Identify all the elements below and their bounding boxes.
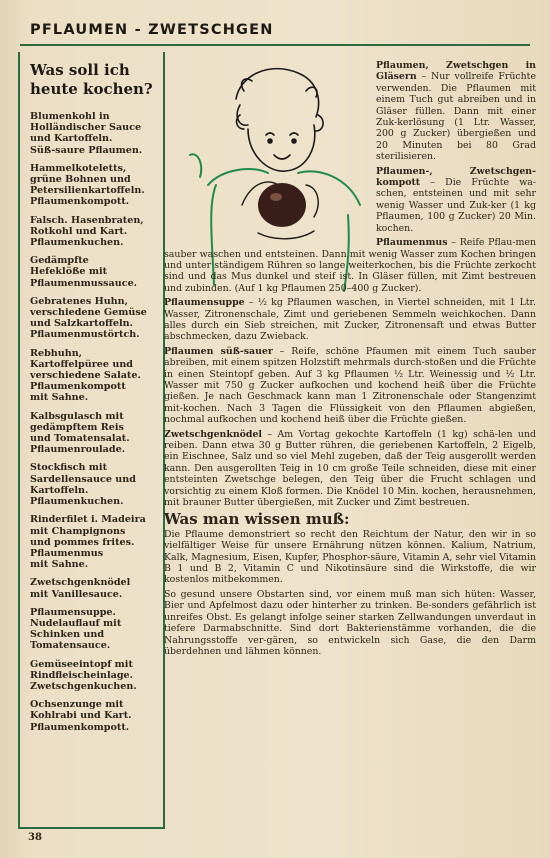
info-paragraph: Die Pflaume demonstriert so recht den Reichtum der Natur, den wir in so vielfältiger Weise für unsere Ernährung nützen können. Kalium, Natrium, Kalk, Magnesium, Eisen, Kupfer, Phosphor-säure, Vitamin A, sehr viel Vitamin B 1 und B 2, Vitamin C und Nikotinsäure sind die Wirkstoffe, die wir kostenlos mitbekommen. bbox=[164, 528, 536, 586]
recipe-column bbox=[164, 60, 536, 660]
page-number: 38 bbox=[28, 832, 42, 843]
menu-item: Pflaumensuppe. Nudelauflauf mit Schinken und Tomatensauce. bbox=[30, 606, 122, 652]
recipe-entry: Pflaumen, Zwetschgen in Gläsern – Nur vollreife Früchte verwenden. Die Pflaumen mit einem Tuch gut abreiben und in Gläser füllen. Dann mit einer Zuk-kerlösung (1 Ltr. Wasser, 200 g Zucker) übergießen und 20 Minuten bei 80 Grad sterilisieren. bbox=[376, 60, 536, 163]
recipe-entry: Pflaumen süß-sauer – Reife, schöne Pfaumen mit einem Tuch sauber abreiben, mit einem spitzen Holzstift mehrmals durch-stoßen und die Früchte in einen Steintopf geben. Auf 3 kg Pflaumen ½ Ltr. Weinessig und ½ Ltr. Wasser mit 750 g Zucker aufkochen und kochend heiß über die Früchte gießen. Je nach Geschmack kann man 1 Zitronenschale oder Stangenzimt mit-kochen. Nach 3 Tagen die Flüssigkeit von den Pflaumen abgießen, nochmal aufkochen und kochend heiß über die Früchte gießen. bbox=[164, 345, 536, 426]
sidebar-title: Was soll ich heute kochen? bbox=[30, 61, 153, 98]
recipe-entry: Pflaumenmus – Reife Pflau-men sauber waschen und entsteinen. Dann mit wenig Wasser zum Kochen bringen und unter ständigem Rühren so lange weiterkochen, bis die Früchte zerkocht sind und das Mus dunkel und steif ist. In Gläser füllen, mit Zimt bestreuen und zubinden. (Auf 1 kg Pflaumen 250–400 g Zucker). bbox=[164, 237, 536, 294]
header-rule bbox=[20, 44, 530, 46]
menu-item: Stockfisch mit Sardellensauce und Kartoffeln. Pflaumenkuchen. bbox=[30, 462, 136, 508]
recipe-entry: Pflaumen-, Zwetschgen-kompott – Die Früchte wa-schen, entsteinen und mit sehr wenig Wasser und Zuk-ker (1 kg Pflaumen, 100 g Zucker) 20 Min. kochen. bbox=[376, 165, 536, 234]
menu-item: Rinderfilet i. Madeira mit Champignons und pommes frites. Pflaumenmus mit Sahne. bbox=[30, 514, 146, 571]
recipe-entry: Pflaumensuppe – ½ kg Pflaumen waschen, in Viertel schneiden, mit 1 Ltr. Wasser, Zitronenschale, Zimt und geriebenen Semmeln weichkochen. Dann alles durch ein Sieb streichen, mit Zucker, Zitronensaft und etwas Butter abschmecken, dazu Zwieback. bbox=[164, 297, 536, 343]
menu-item: Gebratenes Huhn, verschiedene Gemüse und Salzkartoffeln. Pflaumenmustörtch. bbox=[30, 295, 147, 341]
menu-item: Blumenkohl in Holländischer Sauce und Kartoffeln. Süß-saure Pflaumen. bbox=[30, 111, 143, 156]
menu-item: Falsch. Hasenbraten, Rotkohl und Kart. Pflaumenkuchen. bbox=[30, 214, 144, 249]
menu-item: Gedämpfte Hefeklöße mit Pflaumenmussauce. bbox=[30, 255, 138, 289]
menu-item: Gemüseeintopf mit Rindfleischeinlage. Zwetschgenkuchen. bbox=[30, 658, 137, 692]
menu-item: Zwetschgenknödel mit Vanillesauce. bbox=[30, 577, 131, 600]
menu-item: Hammelkoteletts, grüne Bohnen und Petersilienkartoffeln. Pflaumenkompott. bbox=[30, 162, 145, 208]
page-header: PFLAUMEN - ZWETSCHGEN bbox=[30, 22, 274, 38]
menu-item: Kalbsgulasch mit gedämpftem Reis und Tomatensalat. Pflaumenroulade. bbox=[30, 410, 130, 456]
menu-item: Rebhuhn, Kartoffelpüree und verschiedene Salate. Pflaumenkompott mit Sahne. bbox=[30, 347, 141, 404]
info-paragraph: So gesund unsere Obstarten sind, vor einem muß man sich hüten: Wasser, Bier und Apfelmost dazu oder hinterher zu trinken. Be-sonders gefährlich ist unreifes Obst. Es gelangt infolge seiner starken Zellwandungen unverdaut in tiefere Darmabschnitte. Sind dort Bakterienstämme vorhanden, die die Nahrungsstoffe ver-gären, so entwickeln sich Gase, die den Darm überdehnen und lähmen können. bbox=[164, 588, 536, 657]
section-title: Was man wissen muß: bbox=[164, 510, 350, 529]
menu-list bbox=[30, 111, 156, 740]
menu-item: Ochsenzunge mit Kohlrabi und Kart. Pflaumenkompott. bbox=[30, 699, 132, 733]
recipe-entry: Zwetschgenknödel – Am Vortag gekochte Kartoffeln (1 kg) schä-len und reiben. Dann etwa 30 g Butter rühren, die geriebenen Kartoffeln, 2 Eigelb, ein Eischnee, Salz und so viel Mehl zugeben, daß der Teig ausgerollt werden kann. Den ausgerollten Teig in 10 cm große Teile schneiden, diese mit einer entsteinten Zwetschge belegen, den Teig über die Frucht schlagen und vorsichtig zu einem Kloß formen. Die Knödel 10 Min. kochen, herausnehmen, mit brauner Butter übergießen, mit Zucker und Zimt bestreuen. bbox=[164, 428, 536, 509]
